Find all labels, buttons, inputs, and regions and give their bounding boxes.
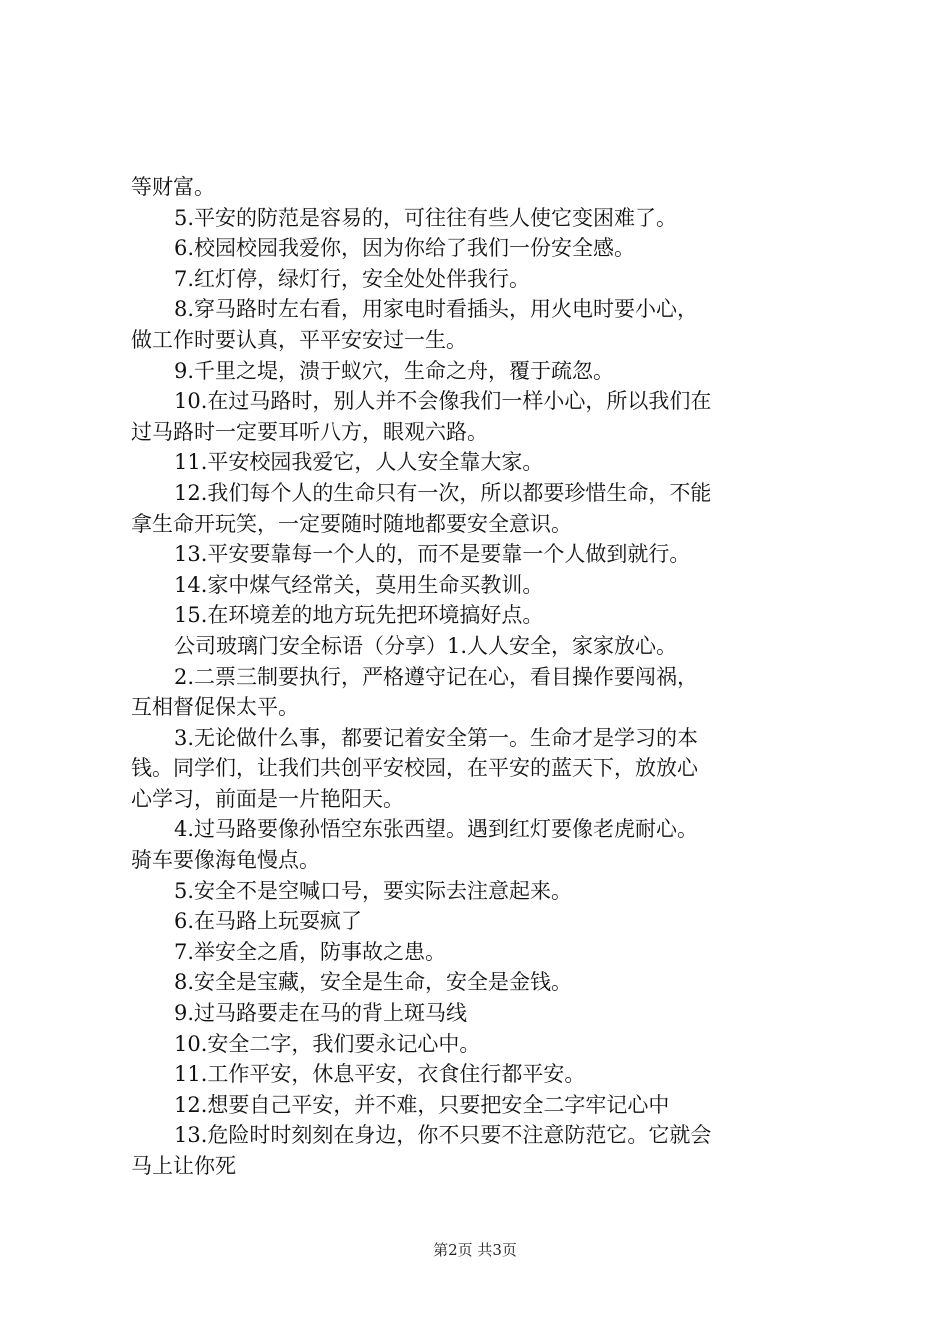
text-line: 马上让你死 — [131, 1154, 236, 1178]
text-line: 钱。同学们，让我们共创平安校园，在平安的蓝天下，放放心 — [131, 756, 698, 781]
text-line: 12.想要自己平安，并不难，只要把安全二字牢记心中 — [174, 1092, 670, 1117]
text-line: 5.平安的防范是容易的，可往往有些人使它变困难了。 — [174, 205, 678, 230]
text-line: 14.家中煤气经常关，莫用生命买教训。 — [174, 572, 544, 597]
text-line: 互相督促保太平。 — [131, 695, 299, 720]
text-line: 11.平安校园我爱它，人人安全靠大家。 — [174, 450, 544, 475]
text-line: 做工作时要认真，平平安安过一生。 — [131, 327, 467, 352]
document-body — [131, 172, 831, 1182]
text-line: 9.过马路要走在马的背上斑马线 — [174, 1001, 468, 1026]
text-line: 等财富。 — [131, 175, 215, 199]
text-line: 7.红灯停，绿灯行，安全处处伴我行。 — [174, 266, 531, 291]
text-line: 5.安全不是空喊口号，要实际去注意起来。 — [174, 878, 573, 903]
text-line: 15.在环境差的地方玩先把环境搞好点。 — [174, 603, 544, 628]
text-line: 2.二票三制要执行，严格遵守记在心，看目操作要闯祸， — [174, 664, 699, 689]
text-line: 骑车要像海龟慢点。 — [131, 848, 320, 873]
text-line: 3.无论做什么事，都要记着安全第一。生命才是学习的本 — [174, 725, 699, 750]
text-line: 6.在马路上玩耍疯了 — [174, 909, 363, 934]
text-line: 8.安全是宝藏，安全是生命，安全是金钱。 — [174, 970, 573, 995]
page-footer — [0, 1240, 950, 1260]
text-line: 心学习，前面是一片艳阳天。 — [131, 786, 404, 811]
text-line: 9.千里之堤，溃于蚁穴，生命之舟，覆于疏忽。 — [174, 358, 615, 383]
text-line: 13.平安要靠每一个人的，而不是要靠一个人做到就行。 — [174, 542, 691, 567]
text-line: 13.危险时时刻刻在身边，你不只要不注意防范它。它就会 — [174, 1123, 712, 1148]
text-line: 8.穿马路时左右看，用家电时看插头，用火电时要小心， — [174, 297, 699, 322]
text-line: 拿生命开玩笑，一定要随时随地都要安全意识。 — [131, 511, 572, 536]
text-line: 4.过马路要像孙悟空东张西望。遇到红灯要像老虎耐心。 — [174, 817, 699, 842]
text-line: 10.在过马路时，别人并不会像我们一样小心，所以我们在 — [174, 389, 712, 414]
page-number: 第2页 共3页 — [433, 1241, 517, 1259]
text-line: 12.我们每个人的生命只有一次，所以都要珍惜生命，不能 — [174, 480, 712, 505]
text-line: 过马路时一定要耳听八方，眼观六路。 — [131, 419, 488, 444]
text-line: 公司玻璃门安全标语（分享）1.人人安全，家家放心。 — [174, 633, 678, 658]
text-line: 11.工作平安，休息平安，衣食住行都平安。 — [174, 1062, 586, 1087]
text-line: 6.校园校园我爱你，因为你给了我们一份安全感。 — [174, 236, 636, 261]
text-line: 7.举安全之盾，防事故之患。 — [174, 939, 447, 964]
text-line: 10.安全二字，我们要永记心中。 — [174, 1031, 481, 1056]
